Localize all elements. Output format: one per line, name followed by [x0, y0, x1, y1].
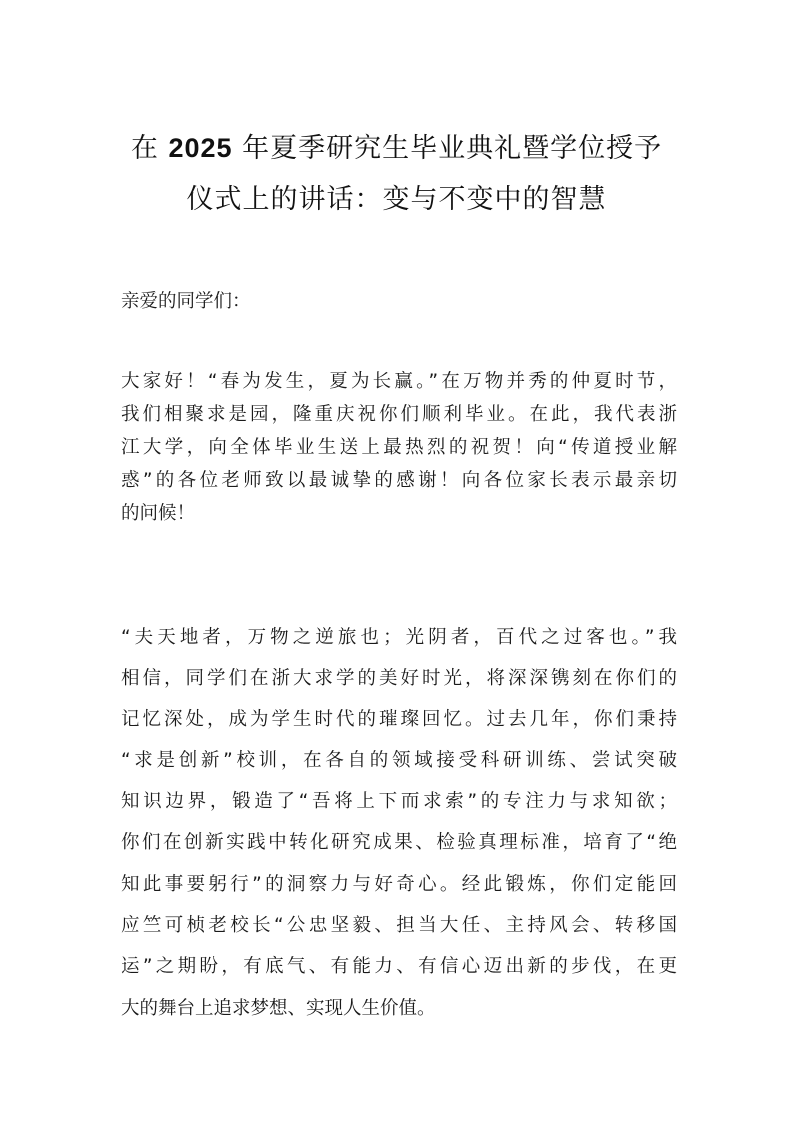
- paragraph-line: 江大学，向全体毕业生送上最热烈的祝贺！向“传道授业解: [121, 437, 677, 458]
- paragraph-line: 知识边界，锻造了“吾将上下而求索”的专注力与求知欲；: [121, 791, 677, 812]
- paragraph-line: 应竺可桢老校长“公忠坚毅、担当大任、主持风会、转移国: [121, 915, 677, 936]
- paragraph-line: “求是创新”校训，在各自的领域接受科研训练、尝试突破: [121, 750, 677, 771]
- paragraph-line: 你们在创新实践中转化研究成果、检验真理标准，培育了“绝: [121, 832, 677, 853]
- salutation: 亲爱的同学们：: [121, 291, 251, 312]
- title-suffix: 年夏季研究生毕业典礼暨学位授予: [232, 133, 663, 164]
- paragraph-line: 知此事要躬行”的洞察力与好奇心。经此锻炼，你们定能回: [121, 874, 677, 895]
- paragraph-line: 记忆深处，成为学生时代的璀璨回忆。过去几年，你们秉持: [121, 709, 677, 730]
- paragraph-line: 大家好！“春为发生，夏为长赢。”在万物并秀的仲夏时节，: [121, 371, 677, 392]
- title-prefix: 在: [130, 133, 169, 164]
- paragraph-line: 大的舞台上追求梦想、实现人生价值。: [121, 998, 436, 1019]
- paragraph-line: 的问候！: [121, 503, 196, 524]
- paragraph-line: 我们相聚求是园，隆重庆祝你们顺利毕业。在此，我代表浙: [121, 404, 677, 425]
- paragraph-line: 运”之期盼，有底气、有能力、有信心迈出新的步伐，在更: [121, 956, 677, 977]
- document-title-line-2: 仪式上的讲话：变与不变中的智慧: [186, 184, 607, 215]
- title-year: 2025: [168, 133, 233, 163]
- document-title-line-1: [0, 126, 793, 165]
- paragraph-line: 惑”的各位老师致以最诚挚的感谢！向各位家长表示最亲切: [121, 470, 677, 491]
- paragraph-line: “夫天地者，万物之逆旅也；光阴者，百代之过客也。”我: [121, 627, 677, 648]
- paragraph-line: 相信，同学们在浙大求学的美好时光，将深深镌刻在你们的: [121, 668, 677, 689]
